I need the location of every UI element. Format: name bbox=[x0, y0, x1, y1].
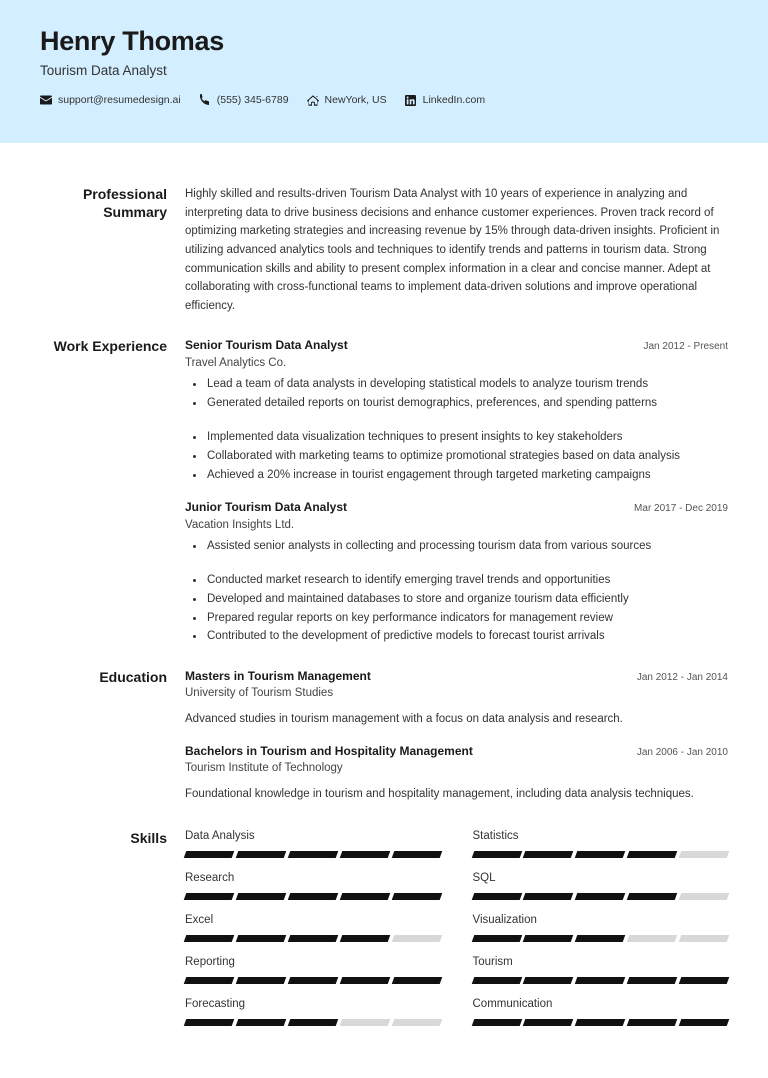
company-name: Travel Analytics Co. bbox=[185, 356, 287, 369]
skill-level-segment bbox=[339, 1019, 389, 1026]
skill-level-segment bbox=[679, 935, 729, 942]
degree-date-range: Jan 2012 - Jan 2014 bbox=[636, 671, 728, 683]
degree-title: Masters in Tourism Management bbox=[185, 668, 371, 683]
education-body bbox=[185, 668, 728, 803]
contact-item-envelope[interactable] bbox=[40, 94, 181, 106]
degree-title: Bachelors in Tourism and Hospitality Management bbox=[185, 743, 473, 758]
contact-text: NewYork, US bbox=[324, 94, 387, 107]
skills-body bbox=[185, 829, 728, 1039]
skill-name: Forecasting bbox=[185, 997, 246, 1010]
skill-level-bar bbox=[473, 977, 729, 984]
responsibility-item: Collaborated with marketing teams to optimize promotional strategies based on data analysis bbox=[185, 447, 728, 466]
institution-name: Tourism Institute of Technology bbox=[185, 762, 343, 775]
skill-level-segment bbox=[679, 893, 729, 900]
phone-icon bbox=[199, 94, 211, 106]
contact-item-linkedin[interactable] bbox=[405, 94, 485, 106]
candidate-name: Henry Thomas bbox=[40, 26, 224, 56]
skill-name: Communication bbox=[472, 997, 553, 1010]
skill-level-segment bbox=[288, 851, 338, 858]
skill-level-segment bbox=[523, 935, 573, 942]
contact-text: support@resumedesign.ai bbox=[58, 94, 181, 107]
institution-name: University of Tourism Studies bbox=[185, 687, 334, 700]
skill-name: Data Analysis bbox=[185, 829, 255, 842]
skill-name: Research bbox=[185, 871, 235, 884]
skill-level-segment bbox=[523, 893, 573, 900]
skill-item bbox=[185, 955, 441, 997]
skill-level-segment bbox=[391, 893, 441, 900]
skill-name: Visualization bbox=[472, 913, 537, 926]
section-work-experience bbox=[40, 315, 728, 646]
skill-level-segment bbox=[391, 935, 441, 942]
responsibility-item: Generated detailed reports on tourist demographics, preferences, and spending patterns bbox=[185, 394, 728, 413]
skill-level-segment bbox=[288, 893, 338, 900]
experience-entry bbox=[185, 337, 728, 484]
skill-name: Reporting bbox=[185, 955, 235, 968]
skill-level-bar bbox=[473, 935, 729, 942]
experience-body bbox=[185, 337, 728, 646]
contact-text: (555) 345-6789 bbox=[216, 94, 289, 107]
skill-level-segment bbox=[679, 977, 729, 984]
skill-level-segment bbox=[575, 1019, 625, 1026]
skill-level-segment bbox=[679, 1019, 729, 1026]
entry-header bbox=[185, 668, 728, 685]
skill-level-bar bbox=[473, 851, 729, 858]
section-professional-summary bbox=[40, 143, 728, 315]
skill-level-segment bbox=[679, 851, 729, 858]
skill-level-segment bbox=[184, 851, 234, 858]
envelope-icon bbox=[40, 94, 52, 106]
skill-name: SQL bbox=[472, 871, 496, 884]
skill-level-segment bbox=[627, 1019, 677, 1026]
skill-item bbox=[185, 913, 441, 955]
skill-level-segment bbox=[339, 851, 389, 858]
skill-level-bar bbox=[185, 851, 441, 858]
skill-level-segment bbox=[236, 977, 286, 984]
section-label-summary: Professional Summary bbox=[82, 186, 167, 221]
skill-level-segment bbox=[471, 935, 521, 942]
job-date-range: Jan 2012 - Present bbox=[643, 341, 728, 353]
skill-item bbox=[185, 829, 441, 871]
skill-level-segment bbox=[339, 893, 389, 900]
contact-text: LinkedIn.com bbox=[422, 94, 486, 107]
responsibility-item: Achieved a 20% increase in tourist engagement through targeted marketing campaigns bbox=[185, 466, 728, 485]
resume-header bbox=[0, 0, 768, 143]
skill-level-segment bbox=[184, 935, 234, 942]
education-entry bbox=[185, 668, 728, 728]
contact-row bbox=[40, 94, 728, 106]
skill-level-segment bbox=[627, 935, 677, 942]
skill-level-segment bbox=[236, 935, 286, 942]
skill-level-segment bbox=[236, 851, 286, 858]
skill-level-segment bbox=[523, 1019, 573, 1026]
responsibility-item: Implemented data visualization techniques to present insights to key stakeholders bbox=[185, 428, 728, 447]
skill-name: Statistics bbox=[472, 829, 519, 842]
skill-item bbox=[473, 871, 729, 913]
skill-level-segment bbox=[339, 977, 389, 984]
skill-level-segment bbox=[391, 977, 441, 984]
skill-level-segment bbox=[575, 935, 625, 942]
skill-level-segment bbox=[627, 977, 677, 984]
responsibility-list bbox=[185, 375, 728, 484]
skill-level-segment bbox=[471, 977, 521, 984]
skill-level-segment bbox=[236, 893, 286, 900]
job-date-range: Mar 2017 - Dec 2019 bbox=[634, 503, 728, 515]
summary-body bbox=[185, 185, 728, 315]
responsibility-item: Lead a team of data analysts in developing statistical models to analyze tourism trends bbox=[185, 375, 728, 394]
responsibility-item: Conducted market research to identify emerging travel trends and opportunities bbox=[185, 571, 728, 590]
contact-item-phone[interactable] bbox=[199, 94, 289, 106]
degree-description: Foundational knowledge in tourism and hospitality management, including data analysis techniques. bbox=[185, 787, 694, 800]
experience-entry bbox=[185, 499, 728, 646]
skill-item bbox=[185, 871, 441, 913]
skill-level-segment bbox=[391, 1019, 441, 1026]
home-icon bbox=[307, 94, 319, 106]
skill-level-segment bbox=[575, 893, 625, 900]
entry-header bbox=[185, 337, 728, 354]
skill-item bbox=[473, 997, 729, 1039]
skill-level-segment bbox=[391, 851, 441, 858]
skill-level-segment bbox=[575, 851, 625, 858]
responsibility-item: Prepared regular reports on key performance indicators for management review bbox=[185, 609, 728, 628]
skill-level-segment bbox=[288, 1019, 338, 1026]
responsibility-item: Contributed to the development of predictive models to forecast tourist arrivals bbox=[185, 627, 728, 646]
education-entry bbox=[185, 743, 728, 803]
skill-level-segment bbox=[627, 893, 677, 900]
section-education bbox=[40, 646, 728, 803]
skill-name: Excel bbox=[185, 913, 214, 926]
skill-level-segment bbox=[184, 1019, 234, 1026]
skill-level-segment bbox=[471, 851, 521, 858]
company-name: Vacation Insights Ltd. bbox=[185, 518, 295, 531]
linkedin-icon bbox=[405, 94, 417, 106]
skill-level-segment bbox=[184, 977, 234, 984]
job-title: Senior Tourism Data Analyst bbox=[185, 338, 348, 353]
entry-header bbox=[185, 499, 728, 516]
skill-level-segment bbox=[288, 977, 338, 984]
skill-level-segment bbox=[575, 977, 625, 984]
skill-item bbox=[473, 913, 729, 955]
skill-level-bar bbox=[473, 1019, 729, 1026]
entry-header bbox=[185, 743, 728, 760]
responsibility-item: Assisted senior analysts in collecting and processing tourism data from various sources bbox=[185, 537, 728, 556]
skill-item bbox=[185, 997, 441, 1039]
skill-level-bar bbox=[185, 893, 441, 900]
degree-description: Advanced studies in tourism management with a focus on data analysis and research. bbox=[185, 712, 623, 725]
degree-date-range: Jan 2006 - Jan 2010 bbox=[636, 746, 728, 758]
section-label-skills: Skills bbox=[130, 829, 167, 846]
skill-level-segment bbox=[523, 977, 573, 984]
skill-level-segment bbox=[627, 851, 677, 858]
skill-level-bar bbox=[185, 977, 441, 984]
section-skills bbox=[40, 803, 728, 1039]
skill-level-segment bbox=[288, 935, 338, 942]
skill-level-segment bbox=[471, 893, 521, 900]
skill-level-segment bbox=[236, 1019, 286, 1026]
skill-item bbox=[473, 829, 729, 871]
section-label-education: Education bbox=[99, 668, 167, 685]
section-label-experience: Work Experience bbox=[53, 338, 167, 355]
skill-level-segment bbox=[471, 1019, 521, 1026]
skill-level-bar bbox=[473, 893, 729, 900]
skill-level-bar bbox=[185, 935, 441, 942]
skill-name: Tourism bbox=[472, 955, 513, 968]
resume-body bbox=[0, 143, 768, 1039]
skill-item bbox=[473, 955, 729, 997]
summary-text: Highly skilled and results-driven Tourism Data Analyst with 10 years of experience in analyzing and interpreting data to drive business decisions and enhance customer experiences. Proven track record of optimizing marketing strategies and increasing revenue by 15% through data-driven insights. Proficient in utilizing advanced analytics tools and techniques to identify trends and patterns in tourism data. Strong communication skills and ability to present complex information in a clear and concise manner. Adept at collaborating with cross-functional teams to implement data-driven solutions and improve operational efficiency. bbox=[185, 188, 720, 312]
skill-level-segment bbox=[339, 935, 389, 942]
skill-level-segment bbox=[523, 851, 573, 858]
skill-level-segment bbox=[184, 893, 234, 900]
skills-grid bbox=[185, 829, 728, 1039]
skill-level-bar bbox=[185, 1019, 441, 1026]
job-title: Junior Tourism Data Analyst bbox=[185, 500, 348, 515]
contact-item-home[interactable] bbox=[307, 94, 387, 106]
responsibility-item: Developed and maintained databases to store and organize tourism data efficiently bbox=[185, 590, 728, 609]
responsibility-list bbox=[185, 537, 728, 646]
candidate-job-title: Tourism Data Analyst bbox=[40, 63, 167, 79]
